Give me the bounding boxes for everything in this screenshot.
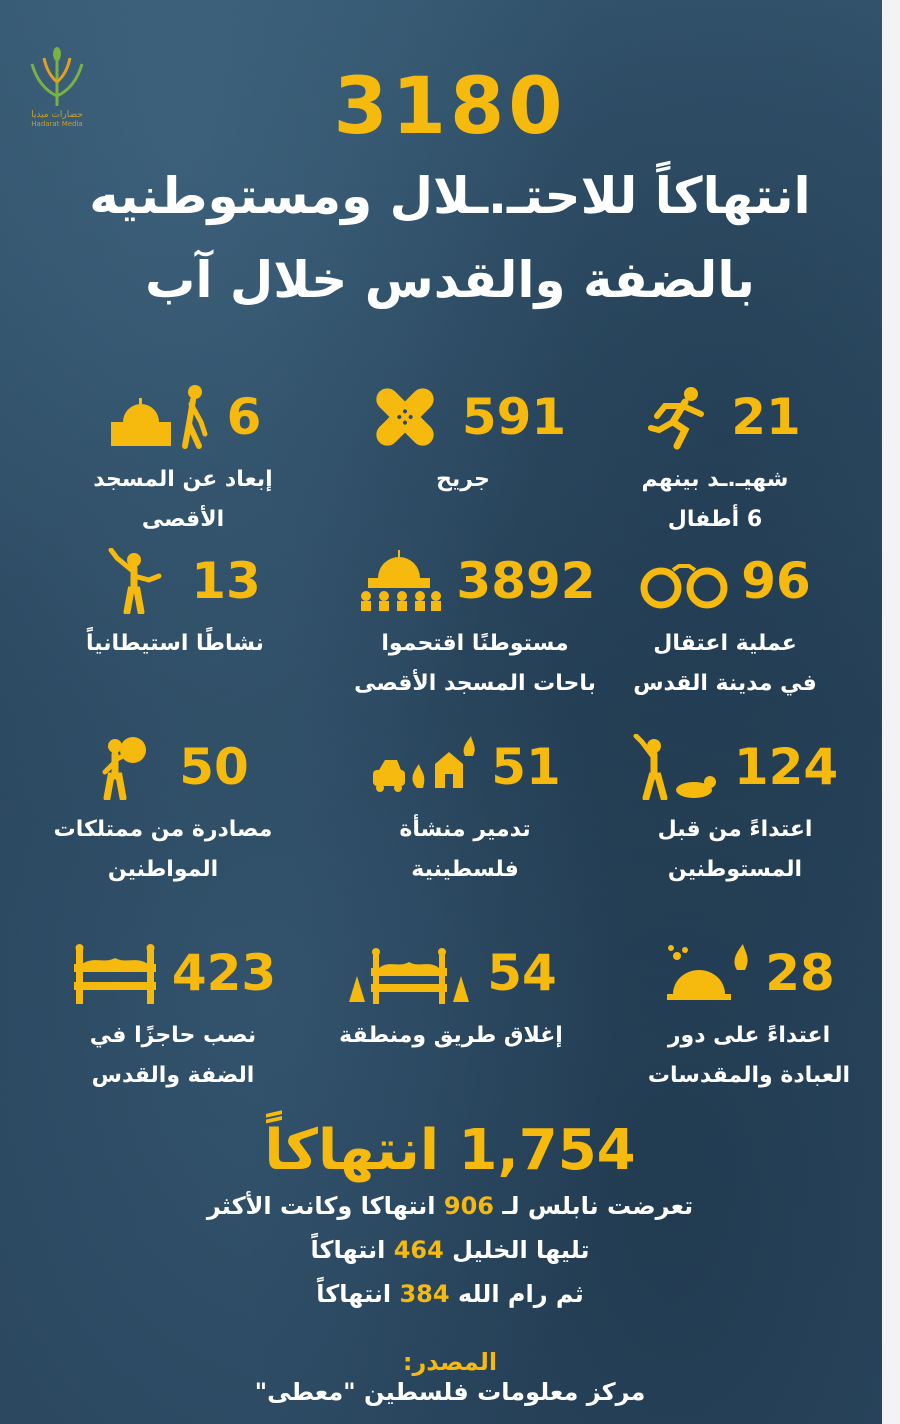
stat-value: 51 xyxy=(491,738,561,796)
stat-label xyxy=(604,1016,894,1095)
stat-value: 13 xyxy=(191,552,261,610)
running-person-icon xyxy=(629,384,719,450)
stat-label-line: باحات المسجد الأقصى xyxy=(354,670,596,696)
stat-value: 50 xyxy=(179,738,249,796)
expulsion-mosque-icon xyxy=(105,384,215,450)
stat-label xyxy=(570,460,860,539)
stat-value: 28 xyxy=(765,944,835,1002)
summary-number: 464 xyxy=(393,1236,444,1264)
stat-label xyxy=(28,1016,318,1095)
stat-value: 6 xyxy=(226,388,262,446)
burning-dome-icon xyxy=(663,940,753,1006)
stat-value: 21 xyxy=(731,388,801,446)
stat-wounded xyxy=(318,382,608,552)
stat-label-line: الأقصى xyxy=(141,506,225,532)
stat-label xyxy=(30,624,320,664)
stat-label-line: العبادة والمقدسات xyxy=(647,1062,851,1088)
stat-settler-incursions xyxy=(330,546,620,716)
stat-martyrs xyxy=(570,382,860,552)
summary-text: تعرضت نابلس لـ xyxy=(494,1192,694,1220)
stat-arrests xyxy=(580,546,870,716)
handcuffs-icon xyxy=(639,548,729,614)
headline-line-1: انتهاكاً للاحتـ.ـلال ومستوطنيه xyxy=(89,167,811,225)
stat-settlement-activity xyxy=(30,546,320,716)
stat-label-line: الضفة والقدس xyxy=(91,1062,255,1088)
stat-value: 423 xyxy=(171,944,277,1002)
summary-text: انتهاكاً xyxy=(310,1236,394,1264)
settler-activity-icon xyxy=(89,548,179,614)
stat-label-line: المواطنين xyxy=(107,856,219,882)
stat-value: 591 xyxy=(461,388,567,446)
dome-crowd-icon xyxy=(354,548,444,614)
stat-label-line: 6 أطفال xyxy=(667,506,763,532)
summary-text: انتهاكا وكانت الأكثر xyxy=(206,1192,444,1220)
stat-label-line: مصادرة من ممتلكات xyxy=(53,817,273,842)
headline-number: 3180 xyxy=(333,62,567,152)
summary-total: 1,754 انتهاكاً xyxy=(264,1118,636,1183)
stat-label-line: مستوطنًا اقتحموا xyxy=(381,631,569,656)
summary-line-hebron xyxy=(0,1236,900,1264)
stat-label xyxy=(306,1016,596,1056)
stat-label xyxy=(320,810,610,889)
stat-settler-attacks xyxy=(590,732,880,902)
stat-label-line: نشاطًا استيطانياً xyxy=(86,631,264,656)
summary-text: تليها الخليل xyxy=(443,1236,590,1264)
stat-label xyxy=(38,460,328,539)
stat-expulsion xyxy=(38,382,328,552)
stat-label-line: شهيـ.ـد بينهم xyxy=(641,467,789,492)
stat-label xyxy=(330,624,620,703)
summary-line-nablus xyxy=(0,1192,900,1220)
stat-label-line: عملية اعتقال xyxy=(653,631,797,656)
stat-label-line: تدمير منشأة xyxy=(399,817,531,842)
stat-label-line: اعتداءً على دور xyxy=(667,1023,831,1048)
bandage-icon xyxy=(360,384,450,450)
stat-value: 124 xyxy=(733,738,839,796)
summary-number: 906 xyxy=(443,1192,494,1220)
source-text: مركز معلومات فلسطين "معطى" xyxy=(254,1378,646,1406)
stat-label-line: إبعاد عن المسجد xyxy=(93,467,273,492)
stat-road-closures xyxy=(306,938,596,1108)
stat-value: 3892 xyxy=(456,552,596,610)
summary-line-ramallah xyxy=(0,1280,900,1308)
stat-checkpoints xyxy=(28,938,318,1108)
source-label: المصدر: xyxy=(402,1348,498,1376)
summary-number: 384 xyxy=(399,1280,450,1308)
stat-value: 96 xyxy=(741,552,811,610)
stat-label-line: المستوطنين xyxy=(667,856,803,882)
stat-label-line: إغلاق طريق ومنطقة xyxy=(339,1023,563,1048)
stat-label-line: فلسطينية xyxy=(411,856,519,882)
stat-label-line: في مدينة القدس xyxy=(633,670,817,696)
stat-label xyxy=(318,460,608,500)
brand-name-ar: حضارات ميديا xyxy=(31,110,83,120)
stat-label-line: جريح xyxy=(436,467,490,492)
stat-label xyxy=(590,810,880,889)
assault-icon xyxy=(632,734,722,800)
barrier-icon xyxy=(70,940,160,1006)
brand-name-en: Hadarat Media xyxy=(31,120,83,128)
summary-text: ثم رام الله xyxy=(449,1280,584,1308)
stat-confiscation xyxy=(18,732,308,902)
summary-text: انتهاكاً xyxy=(316,1280,400,1308)
stat-demolitions xyxy=(320,732,610,902)
stat-label xyxy=(580,624,870,703)
road-block-cones-icon xyxy=(345,940,475,1006)
stat-holy-sites-attacks xyxy=(604,938,894,1108)
stat-label-line: نصب حاجزًا في xyxy=(89,1023,257,1048)
stat-value: 54 xyxy=(487,944,557,1002)
destruction-icon xyxy=(369,734,479,800)
stat-label-line: اعتداءً من قبل xyxy=(657,817,813,842)
thief-icon xyxy=(77,734,167,800)
stat-label xyxy=(18,810,308,889)
headline-line-2: بالضفة والقدس خلال آب xyxy=(145,251,755,309)
